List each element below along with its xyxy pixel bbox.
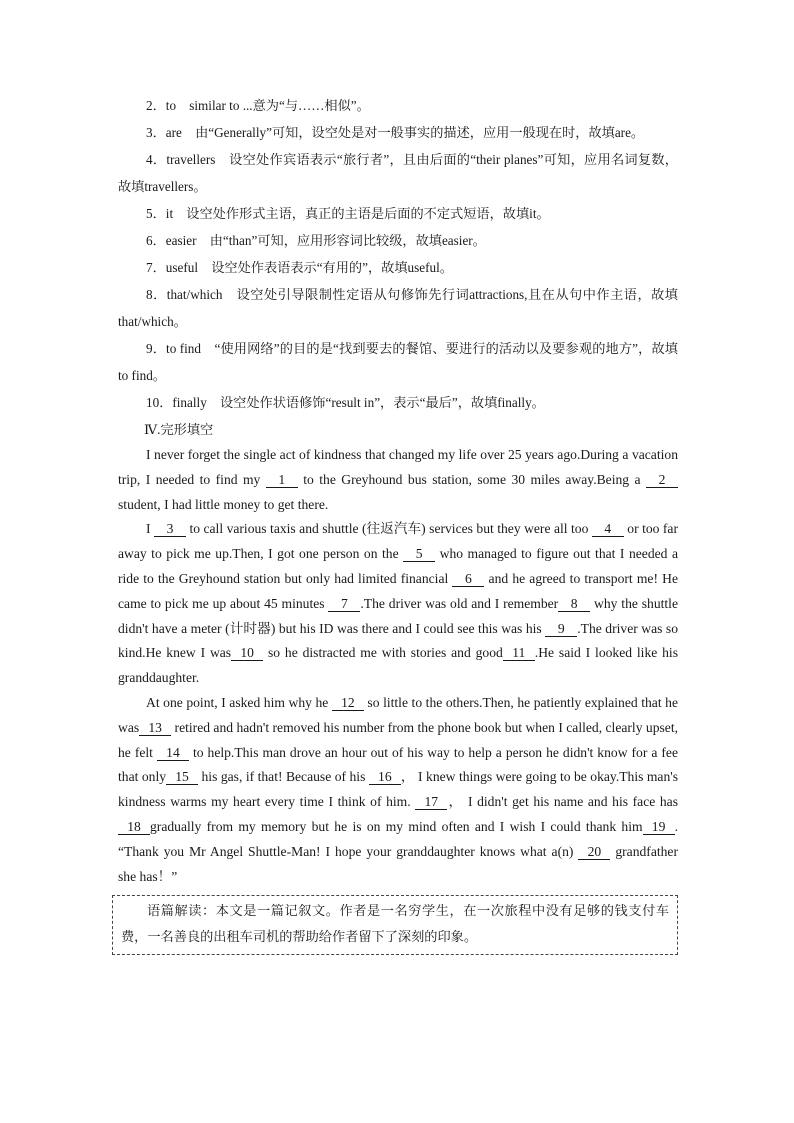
blank-9: 9 [545,621,577,637]
passage-text: ， I knew things were going to be okay.This man's kindness warms my heart every time I think of him. [118,769,679,810]
passage-text: .He said I looked like his granddaughter. [118,645,678,686]
blank-3: 3 [154,521,186,537]
answer-10: 10．finally 设空处作状语修饰“result in”，表示“最后”，故填finally。 [146,395,545,410]
passage-text: I [146,521,154,537]
passage-text: to help.This man drove an hour out of his way to help a person he didn't know for a fee that only [118,744,678,785]
passage-text: his gas, if that! Because of his [198,769,369,785]
blank-18: 18 [118,819,150,835]
passage-paragraph [118,691,678,889]
cloze-passage [118,443,678,889]
document-page [118,92,678,955]
answer-8: 8．that/which 设空处引导限制性定语从句修饰先行词attractions,且在从句中作主语，故填that/which。 [118,287,678,329]
blank-20: 20 [578,844,610,860]
passage-text: to call various taxis and shuttle (往返汽车) services but they were all too [186,521,592,537]
answer-2: 2．to similar to ...意为“与……相似”。 [146,98,370,113]
passage-text: who managed to figure out that I needed a ride to the Greyhound station but only had limited financial [118,546,678,586]
passage-text: or too far away to pick me up.Then, I got one person on the [118,521,678,562]
passage-text: and he agreed to transport me! He came to pick me up about 45 minutes [118,570,678,611]
analysis-label: 语篇解读： [147,903,216,919]
answer-9: 9．to find “使用网络”的目的是“找到要去的餐馆、要进行的活动以及要参观的地方”，故填to find。 [118,341,678,383]
blank-19: 19 [643,819,675,835]
blank-12: 12 [332,695,364,711]
blank-4: 4 [592,521,624,537]
passage-text: I never forget the single act of kindness that changed my life over 25 years ago.During a vacation trip, I needed to find my [118,447,678,487]
blank-17: 17 [415,794,447,810]
passage-text: At one point, I asked him why he [146,694,332,710]
answer-7: 7．useful 设空处作表语表示“有用的”，故填useful。 [146,260,453,275]
passage-text: .The driver was old and I remember [360,595,559,611]
blank-14: 14 [157,745,189,761]
blank-8: 8 [558,596,590,612]
section-title: Ⅳ.完形填空 [144,422,214,437]
blank-2: 2 [646,472,678,488]
passage-text: student, I had little money to get there. [118,496,329,512]
answer-4: 4．travellers 设空处作宾语表示“旅行者”，且由后面的“their planes”可知，应用名词复数，故填travellers。 [118,152,678,194]
passage-text: . “Thank you Mr Angel Shuttle-Man! I hope your granddaughter knows what a(n) [118,818,678,859]
blank-7: 7 [328,596,360,612]
blank-15: 15 [166,769,198,785]
passage-text: to the Greyhound bus station, some 30 miles away.Being a [297,471,646,487]
analysis-text: 本文是一篇记叙文。作者是一名穷学生，在一次旅程中没有足够的钱支付车费，一名善良的出租车司机的帮助给作者留下了深刻的印象。 [121,903,670,945]
passage-analysis-box [112,895,678,955]
answer-explanations [118,92,678,416]
answer-5: 5．it 设空处作形式主语，真正的主语是后面的不定式短语，故填it。 [146,206,550,221]
passage-text: so he distracted me with stories and good [263,645,503,661]
passage-text: ， I didn't get his name and his face has [447,794,679,810]
passage-text: gradually from my memory but he is on my mind often and I wish I could thank him [150,818,643,834]
passage-paragraph [118,443,678,517]
blank-1: 1 [266,472,298,488]
answer-3: 3．are 由“Generally”可知，设空处是对一般事实的描述，应用一般现在时，故填are。 [146,125,645,140]
passage-paragraph [118,517,678,691]
blank-13: 13 [139,720,171,736]
blank-11: 11 [503,645,535,661]
passage-text: retired and hadn't removed his number from the phone book but when I called, clearly upset, he felt [118,719,678,760]
passage-text: grandfather she has！” [118,843,678,884]
answer-6: 6．easier 由“than”可知，应用形容词比较级，故填easier。 [146,233,486,248]
blank-10: 10 [231,645,263,661]
blank-16: 16 [369,769,401,785]
passage-text: why the shuttle didn't have a meter (计时器) but his ID was there and I could see this was his [118,595,678,636]
blank-6: 6 [452,571,484,587]
passage-text: .The driver was so kind.He knew I was [118,620,678,661]
blank-5: 5 [403,546,435,562]
passage-text: so little to the others.Then, he patiently explained that he was [118,694,678,735]
